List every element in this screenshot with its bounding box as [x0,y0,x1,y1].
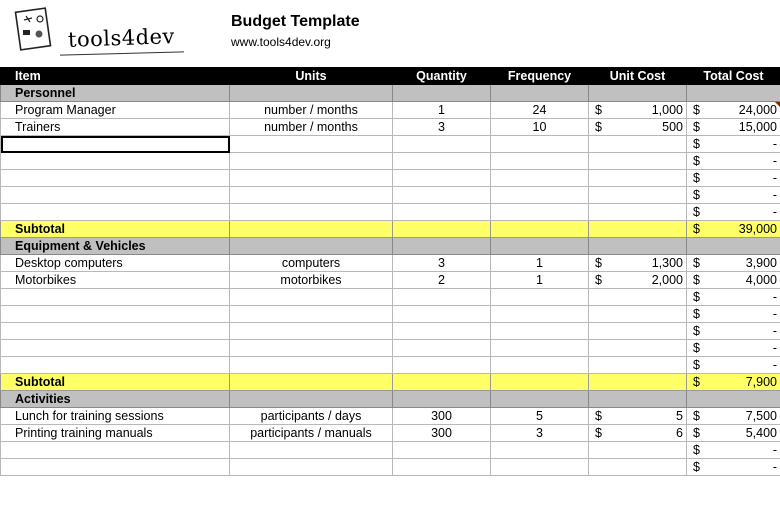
section-cell[interactable] [491,238,589,255]
empty-cell[interactable] [491,323,589,340]
currency-symbol: $ [693,188,700,202]
empty-cell[interactable] [589,170,687,187]
amount-value: 7,900 [745,375,777,389]
amount-value: - [772,307,777,321]
empty-cell[interactable] [393,306,491,323]
unit-cost-cell[interactable] [589,408,687,425]
amount-value: - [772,137,777,151]
item-cell[interactable] [1,136,230,153]
amount-value: 6 [676,426,683,440]
amount-value: - [772,460,777,474]
empty-cell[interactable] [491,459,589,476]
quantity-cell[interactable]: 300 [393,408,491,425]
frequency-cell[interactable]: 10 [491,119,589,136]
empty-cell[interactable] [491,289,589,306]
total-cost-cell[interactable] [687,102,780,119]
currency-symbol: $ [693,137,700,151]
currency-symbol: $ [693,358,700,372]
subtotal-row [1,221,780,238]
section-cell[interactable] [230,85,393,102]
currency-symbol: $ [693,375,700,389]
budget-table-body [1,85,780,476]
column-header-unit-cost[interactable]: Unit Cost [589,68,687,85]
budget-item-row [1,272,780,289]
currency-symbol: $ [693,103,700,117]
total-cost-cell[interactable] [687,340,780,357]
empty-item-row [1,442,780,459]
empty-cell[interactable] [491,357,589,374]
currency-symbol: $ [595,426,602,440]
currency-symbol: $ [693,341,700,355]
subtotal-label[interactable]: Subtotal [1,374,230,391]
total-cost-cell[interactable] [687,272,780,289]
empty-cell[interactable] [589,459,687,476]
total-cost-cell[interactable] [687,425,780,442]
quantity-cell[interactable]: 3 [393,255,491,272]
unit-cost-cell[interactable] [589,272,687,289]
units-cell[interactable]: computers [230,255,393,272]
empty-item-row [1,459,780,476]
subtotal-total-cell[interactable] [687,221,780,238]
total-cost-cell[interactable] [687,119,780,136]
document-title: Budget Template [231,13,360,30]
empty-cell[interactable] [230,340,393,357]
currency-symbol: $ [693,324,700,338]
amount-value: 500 [662,120,683,134]
currency-symbol: $ [693,460,700,474]
amount-value: - [772,341,777,355]
empty-cell[interactable] [491,153,589,170]
empty-item-row [1,323,780,340]
subtotal-cell[interactable] [393,374,491,391]
quantity-cell[interactable]: 300 [393,425,491,442]
empty-cell[interactable] [491,170,589,187]
section-cell[interactable] [230,238,393,255]
section-header-row [1,85,780,102]
empty-item-row [1,340,780,357]
empty-item-row [1,306,780,323]
budget-item-row [1,425,780,442]
empty-cell[interactable] [589,340,687,357]
empty-cell[interactable] [491,136,589,153]
amount-value: - [772,205,777,219]
empty-cell[interactable] [589,323,687,340]
amount-value: - [772,324,777,338]
amount-value: 5,400 [745,426,777,440]
total-cost-cell[interactable] [687,255,780,272]
section-cell[interactable] [491,391,589,408]
section-cell[interactable] [687,85,780,102]
section-cell[interactable] [491,85,589,102]
empty-cell[interactable] [589,357,687,374]
section-cell[interactable] [687,238,780,255]
empty-cell[interactable] [491,340,589,357]
currency-symbol: $ [693,256,700,270]
empty-item-row [1,153,780,170]
subtotal-cell[interactable] [589,221,687,238]
budget-table [0,67,780,476]
subtotal-total-cell[interactable] [687,374,780,391]
empty-cell[interactable] [393,136,491,153]
empty-cell[interactable] [393,187,491,204]
document-url: www.tools4dev.org [231,35,331,49]
currency-symbol: $ [595,256,602,270]
budget-item-row [1,255,780,272]
budget-item-row [1,408,780,425]
subtotal-label[interactable]: Subtotal [1,221,230,238]
empty-cell[interactable] [393,357,491,374]
total-cost-cell[interactable] [687,204,780,221]
amount-value: 4,000 [745,273,777,287]
section-cell[interactable] [589,85,687,102]
empty-cell[interactable] [393,459,491,476]
empty-cell[interactable] [589,306,687,323]
section-cell[interactable] [230,391,393,408]
amount-value: 5 [676,409,683,423]
budget-item-row [1,119,780,136]
item-cell[interactable] [1,306,230,323]
amount-value: - [772,171,777,185]
total-cost-cell[interactable] [687,153,780,170]
amount-value: 15,000 [738,120,777,134]
total-cost-cell[interactable] [687,408,780,425]
units-cell[interactable]: participants / days [230,408,393,425]
frequency-cell[interactable]: 24 [491,102,589,119]
section-title[interactable]: Equipment & Vehicles [1,238,230,255]
currency-symbol: $ [693,120,700,134]
frequency-cell[interactable]: 1 [491,255,589,272]
subtotal-cell[interactable] [589,374,687,391]
frequency-cell[interactable]: 1 [491,272,589,289]
empty-cell[interactable] [230,289,393,306]
currency-symbol: $ [693,290,700,304]
amount-value: 24,000 [738,103,777,117]
subtotal-cell[interactable] [230,374,393,391]
item-cell[interactable] [1,153,230,170]
currency-symbol: $ [693,154,700,168]
item-cell[interactable]: Printing training manuals [1,425,230,442]
section-cell[interactable] [687,391,780,408]
item-cell[interactable] [1,323,230,340]
amount-value: 1,000 [651,103,683,117]
section-cell[interactable] [589,391,687,408]
frequency-cell[interactable]: 3 [491,425,589,442]
column-header-row [1,68,780,85]
tools4dev-logo [14,4,174,58]
empty-cell[interactable] [230,187,393,204]
currency-symbol: $ [595,103,602,117]
unit-cost-cell[interactable] [589,102,687,119]
logo-underline [60,51,184,55]
empty-cell[interactable] [230,459,393,476]
empty-cell[interactable] [491,442,589,459]
empty-cell[interactable] [491,204,589,221]
total-cost-cell[interactable] [687,136,780,153]
section-cell[interactable] [589,238,687,255]
empty-cell[interactable] [393,289,491,306]
quantity-cell[interactable]: 1 [393,102,491,119]
units-cell[interactable]: number / months [230,102,393,119]
section-cell[interactable] [393,391,491,408]
total-cost-cell[interactable] [687,170,780,187]
item-cell[interactable] [1,170,230,187]
empty-cell[interactable] [230,323,393,340]
column-header-units[interactable]: Units [230,68,393,85]
subtotal-cell[interactable] [491,221,589,238]
subtotal-cell[interactable] [393,221,491,238]
sheet-header [0,0,780,67]
empty-cell[interactable] [393,442,491,459]
units-cell[interactable]: participants / manuals [230,425,393,442]
amount-value: - [772,358,777,372]
subtotal-cell[interactable] [230,221,393,238]
empty-cell[interactable] [230,153,393,170]
section-header-row [1,391,780,408]
currency-symbol: $ [595,409,602,423]
quantity-cell[interactable]: 3 [393,119,491,136]
item-cell[interactable] [1,357,230,374]
empty-cell[interactable] [491,306,589,323]
empty-cell[interactable] [230,136,393,153]
total-cost-cell[interactable] [687,187,780,204]
item-cell[interactable]: Program Manager [1,102,230,119]
column-header-quantity[interactable]: Quantity [393,68,491,85]
empty-cell[interactable] [589,153,687,170]
amount-value: 1,300 [651,256,683,270]
currency-symbol: $ [693,443,700,457]
logo-text: tools4dev [67,24,176,52]
item-cell[interactable] [1,204,230,221]
empty-cell[interactable] [393,323,491,340]
amount-value: 7,500 [745,409,777,423]
total-cost-cell[interactable] [687,442,780,459]
total-cost-cell[interactable] [687,357,780,374]
empty-cell[interactable] [589,204,687,221]
empty-cell[interactable] [393,340,491,357]
empty-item-row [1,187,780,204]
empty-cell[interactable] [491,187,589,204]
empty-item-row [1,357,780,374]
quantity-cell[interactable]: 2 [393,272,491,289]
item-cell[interactable]: Trainers [1,119,230,136]
unit-cost-cell[interactable] [589,119,687,136]
item-cell[interactable]: Motorbikes [1,272,230,289]
section-cell[interactable] [393,238,491,255]
section-title[interactable]: Personnel [1,85,230,102]
currency-symbol: $ [693,171,700,185]
currency-symbol: $ [693,222,700,236]
currency-symbol: $ [693,205,700,219]
units-cell[interactable]: number / months [230,119,393,136]
total-cost-cell[interactable] [687,306,780,323]
section-title[interactable]: Activities [1,391,230,408]
currency-symbol: $ [693,307,700,321]
amount-value: - [772,290,777,304]
empty-cell[interactable] [589,136,687,153]
amount-value: 39,000 [738,222,777,236]
empty-cell[interactable] [589,442,687,459]
empty-item-row [1,204,780,221]
section-cell[interactable] [393,85,491,102]
units-cell[interactable]: motorbikes [230,272,393,289]
unit-cost-cell[interactable] [589,255,687,272]
item-cell[interactable] [1,289,230,306]
amount-value: - [772,154,777,168]
empty-cell[interactable] [393,170,491,187]
amount-value: - [772,443,777,457]
currency-symbol: $ [595,120,602,134]
total-cost-cell[interactable] [687,289,780,306]
item-cell[interactable] [1,459,230,476]
section-header-row [1,238,780,255]
column-header-item[interactable]: Item [1,68,230,85]
subtotal-row [1,374,780,391]
item-cell[interactable] [1,442,230,459]
empty-cell[interactable] [393,153,491,170]
currency-symbol: $ [693,273,700,287]
empty-cell[interactable] [589,187,687,204]
amount-value: 3,900 [745,256,777,270]
amount-value: 2,000 [651,273,683,287]
empty-cell[interactable] [230,357,393,374]
empty-cell[interactable] [230,442,393,459]
logo-sketch-icon [14,4,58,54]
column-header-total-cost[interactable]: Total Cost [687,68,780,85]
unit-cost-cell[interactable] [589,425,687,442]
empty-cell[interactable] [393,204,491,221]
empty-cell[interactable] [230,204,393,221]
empty-cell[interactable] [589,289,687,306]
currency-symbol: $ [595,273,602,287]
item-cell[interactable]: Lunch for training sessions [1,408,230,425]
currency-symbol: $ [693,409,700,423]
currency-symbol: $ [693,426,700,440]
subtotal-cell[interactable] [491,374,589,391]
item-cell[interactable] [1,187,230,204]
total-cost-cell[interactable] [687,323,780,340]
empty-item-row [1,136,780,153]
column-header-frequency[interactable]: Frequency [491,68,589,85]
item-cell[interactable] [1,340,230,357]
frequency-cell[interactable]: 5 [491,408,589,425]
empty-cell[interactable] [230,170,393,187]
total-cost-cell[interactable] [687,459,780,476]
empty-item-row [1,289,780,306]
budget-item-row [1,102,780,119]
empty-item-row [1,170,780,187]
empty-cell[interactable] [230,306,393,323]
item-cell[interactable]: Desktop computers [1,255,230,272]
amount-value: - [772,188,777,202]
